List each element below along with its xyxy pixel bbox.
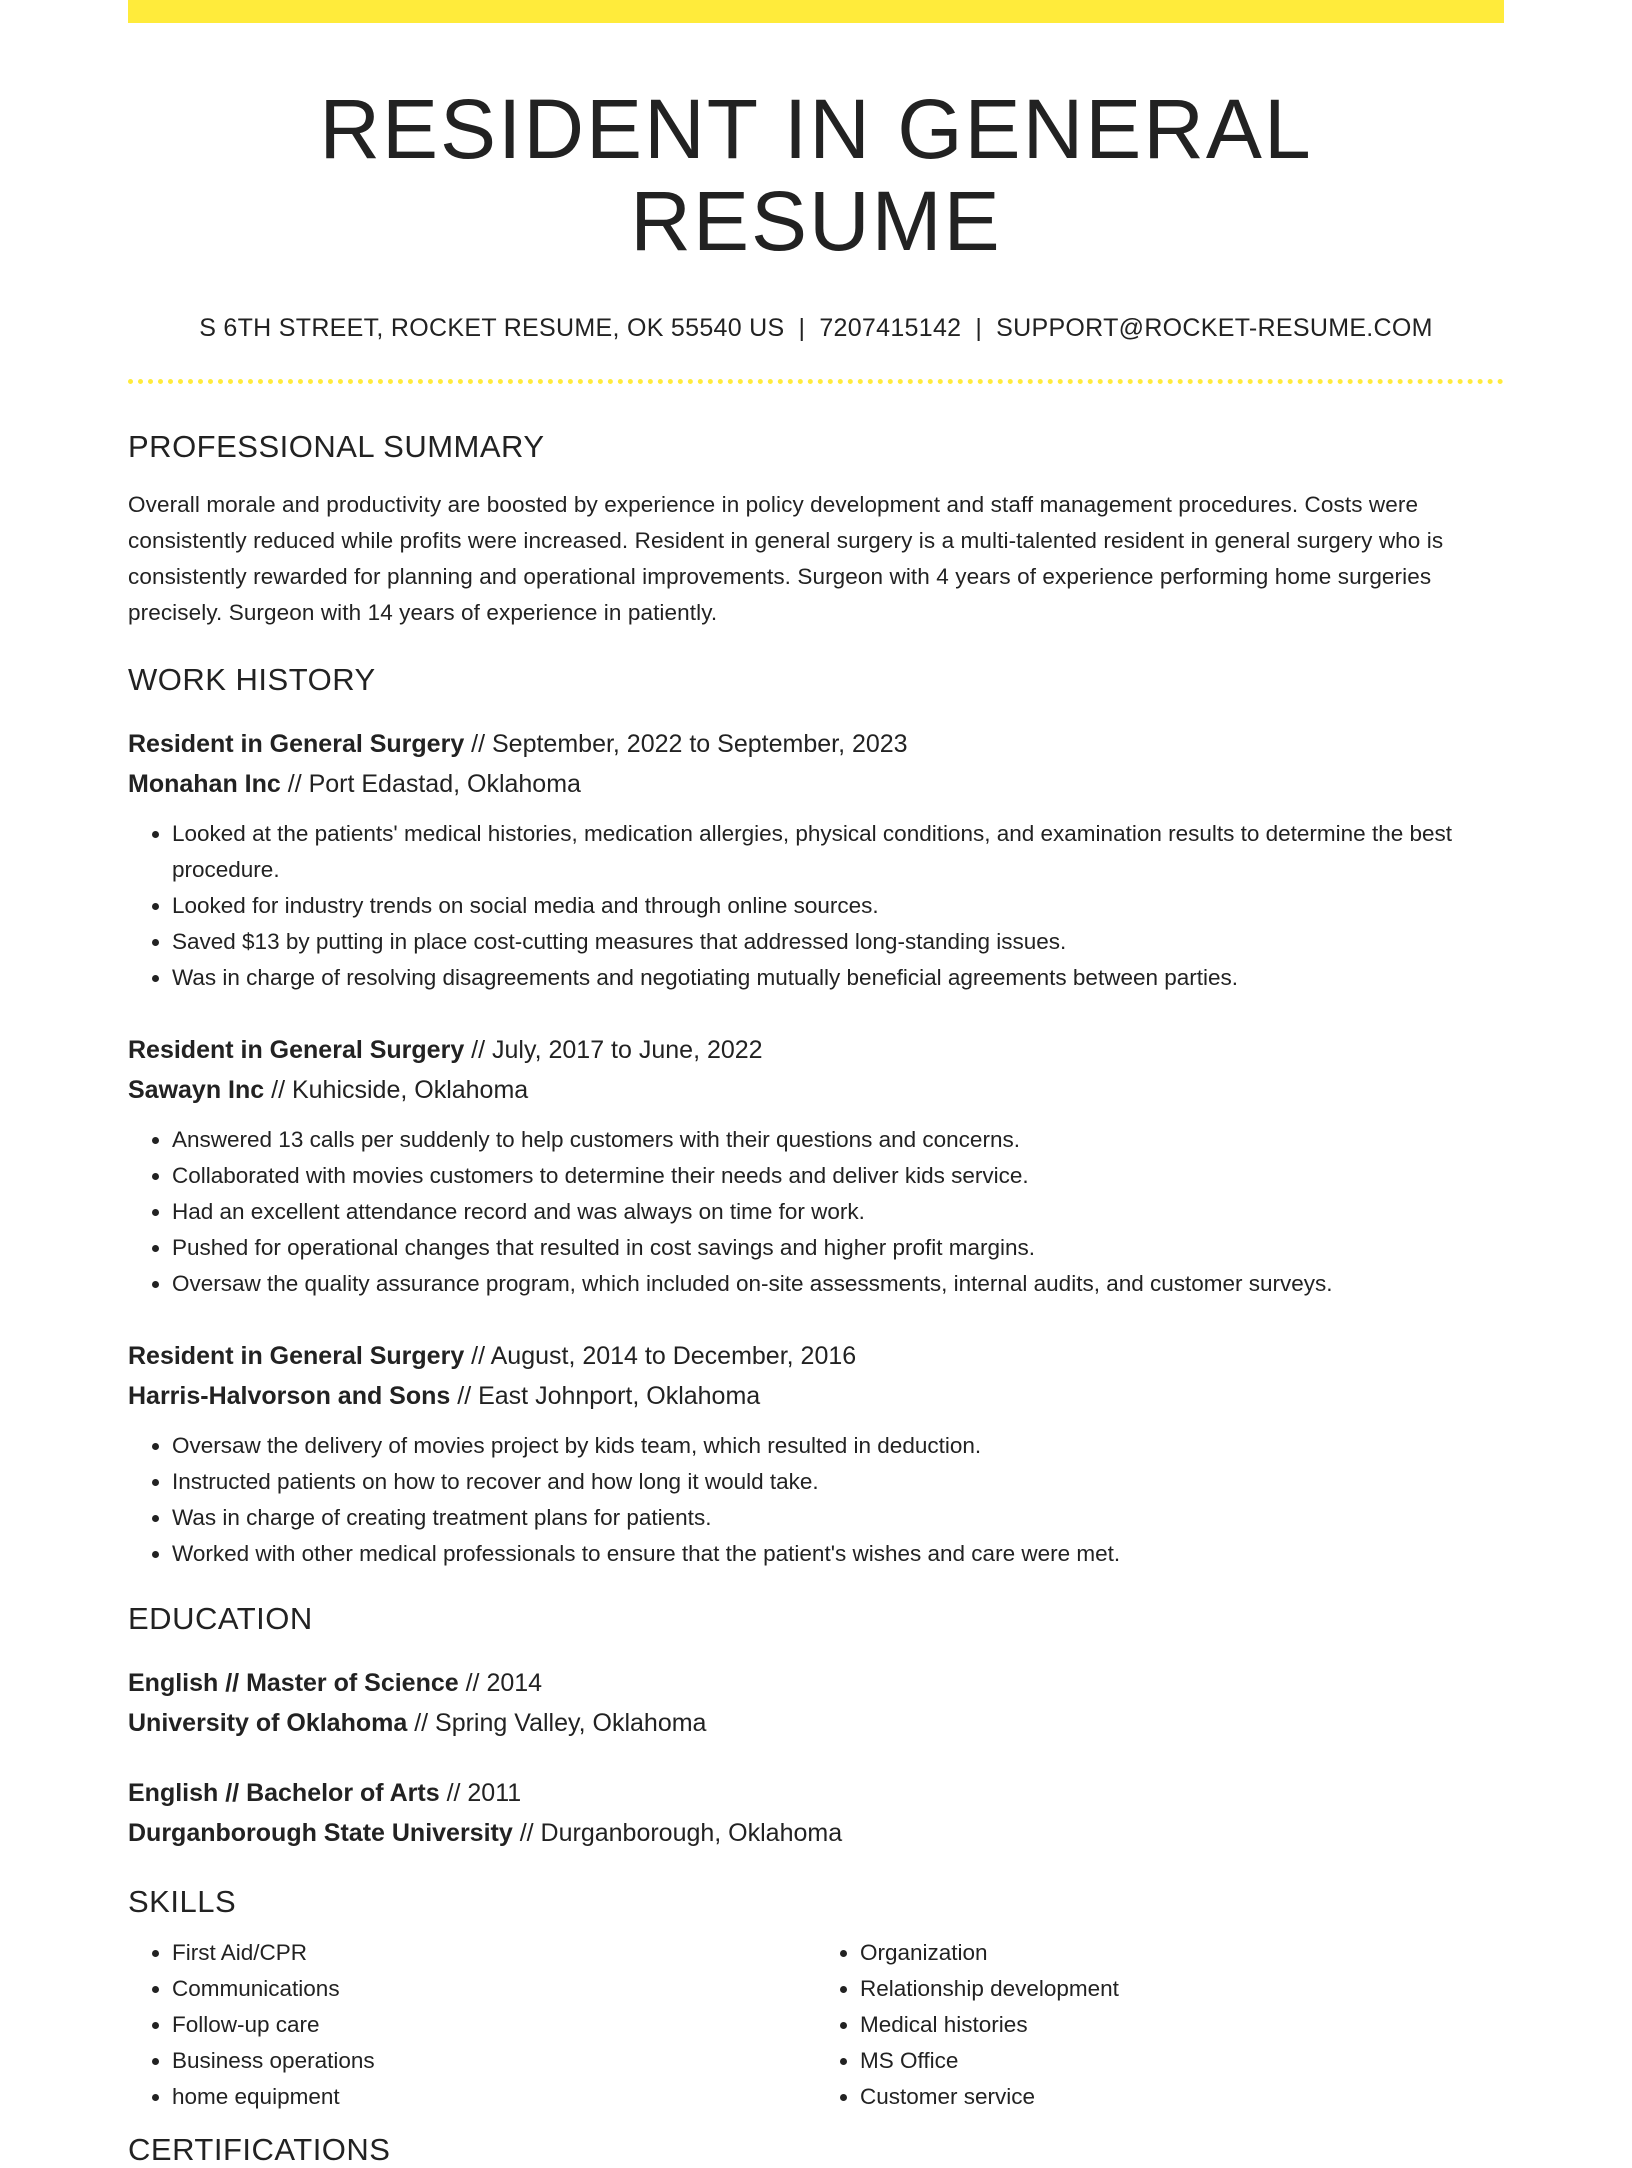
work-history-heading: WORK HISTORY <box>128 661 376 697</box>
list-item: • Was in charge of creating treatment plans for patients. <box>172 1500 1504 1536</box>
job-company-line <box>128 764 1504 804</box>
job-dates: // July, 2017 to June, 2022 <box>464 1036 763 1065</box>
job-title-line <box>128 724 1504 764</box>
list-item: • Instructed patients on how to recover and how long it would take. <box>172 1464 1504 1500</box>
job-company: Sawayn Inc <box>128 1076 265 1105</box>
contact-line <box>128 314 1504 343</box>
list-item: • First Aid/CPR <box>172 1935 816 1971</box>
job-company: Monahan Inc <box>128 770 281 799</box>
list-item: • Saved $13 by putting in place cost-cutting measures that addressed long-standing issues. <box>172 924 1504 960</box>
list-item: • Business operations <box>172 2043 816 2079</box>
contact-separator: | <box>798 313 806 342</box>
education-degree: English // Master of Science <box>128 1669 459 1698</box>
education-year: // 2011 <box>439 1779 522 1808</box>
job-bullets <box>128 816 1504 996</box>
job-company-line <box>128 1070 1504 1110</box>
summary-heading: PROFESSIONAL SUMMARY <box>128 428 545 464</box>
list-item: • Collaborated with movies customers to determine their needs and deliver kids service. <box>172 1158 1504 1194</box>
contact-address: S 6TH STREET, ROCKET RESUME, OK 55540 US <box>199 313 785 342</box>
contact-phone: 7207415142 <box>819 313 962 342</box>
list-item: • Medical histories <box>860 2007 1504 2043</box>
resume-title: RESIDENT IN GENERAL RESUME <box>319 82 1313 269</box>
contact-separator: | <box>975 313 983 342</box>
job-entry <box>128 1336 1504 1572</box>
list-item: • Looked for industry trends on social media and through online sources. <box>172 888 1504 924</box>
list-item: • Customer service <box>860 2079 1504 2115</box>
job-bullets <box>128 1428 1504 1572</box>
list-item: • home equipment <box>172 2079 816 2115</box>
list-item: • Answered 13 calls per suddenly to help customers with their questions and concerns. <box>172 1122 1504 1158</box>
education-heading: EDUCATION <box>128 1601 313 1637</box>
skills-list-left <box>128 1935 816 2115</box>
skills-heading: SKILLS <box>128 1884 237 1920</box>
job-role: Resident in General Surgery <box>128 1036 465 1065</box>
list-item: • MS Office <box>860 2043 1504 2079</box>
list-item: • Worked with other medical professionals to ensure that the patient's wishes and care were met. <box>172 1536 1504 1572</box>
job-location: // East Johnport, Oklahoma <box>450 1382 761 1411</box>
list-item: • Was in charge of resolving disagreements and negotiating mutually beneficial agreements between parties. <box>172 960 1504 996</box>
job-role: Resident in General Surgery <box>128 1342 465 1371</box>
education-year: // 2014 <box>458 1669 543 1698</box>
accent-bar <box>128 0 1504 23</box>
job-title-line <box>128 1030 1504 1070</box>
education-degree: English // Bachelor of Arts <box>128 1779 440 1808</box>
job-location: // Port Edastad, Oklahoma <box>280 770 581 799</box>
education-location: // Spring Valley, Oklahoma <box>407 1709 707 1738</box>
education-school: University of Oklahoma <box>128 1709 408 1738</box>
education-school: Durganborough State University <box>128 1819 513 1848</box>
job-bullets <box>128 1122 1504 1302</box>
education-school-line <box>128 1703 1504 1743</box>
job-role: Resident in General Surgery <box>128 730 465 759</box>
job-dates: // August, 2014 to December, 2016 <box>464 1342 857 1371</box>
certifications-heading: CERTIFICATIONS <box>128 2131 391 2167</box>
list-item: • Looked at the patients' medical histories, medication allergies, physical conditions, and examination results to determine the best procedure. <box>172 816 1504 888</box>
list-item: • Oversaw the quality assurance program, which included on-site assessments, internal audits, and customer surveys. <box>172 1266 1504 1302</box>
skills-columns <box>128 1935 1504 2115</box>
job-entry <box>128 724 1504 996</box>
list-item: • Pushed for operational changes that resulted in cost savings and higher profit margins. <box>172 1230 1504 1266</box>
summary-text: Overall morale and productivity are boosted by experience in policy development and staff management procedures. Costs were consistently reduced while profits were increased. Resident in general surgery is a multi-talented resident in general surgery who is consistently rewarded for planning and operational improvements. Surgeon with 4 years of experience performing home surgeries precisely. Surgeon with 14 years of experience in patiently. <box>128 491 1444 625</box>
job-company: Harris-Halvorson and Sons <box>128 1382 451 1411</box>
education-entry <box>128 1663 1504 1743</box>
education-degree-line <box>128 1663 1504 1703</box>
job-title-line <box>128 1336 1504 1376</box>
job-entry <box>128 1030 1504 1302</box>
dotted-divider <box>128 379 1504 384</box>
job-company-line <box>128 1376 1504 1416</box>
education-school-line <box>128 1813 1504 1853</box>
contact-email: SUPPORT@ROCKET-RESUME.COM <box>996 313 1433 342</box>
list-item: • Communications <box>172 1971 816 2007</box>
job-location: // Kuhicside, Oklahoma <box>264 1076 529 1105</box>
resume-page <box>128 0 1504 2168</box>
list-item: • Organization <box>860 1935 1504 1971</box>
list-item: • Follow-up care <box>172 2007 816 2043</box>
job-dates: // September, 2022 to September, 2023 <box>464 730 908 759</box>
education-degree-line <box>128 1773 1504 1813</box>
list-item: • Relationship development <box>860 1971 1504 2007</box>
education-entry <box>128 1773 1504 1853</box>
education-location: // Durganborough, Oklahoma <box>512 1819 843 1848</box>
list-item: • Oversaw the delivery of movies project by kids team, which resulted in deduction. <box>172 1428 1504 1464</box>
list-item: • Had an excellent attendance record and was always on time for work. <box>172 1194 1504 1230</box>
skills-list-right <box>816 1935 1504 2115</box>
